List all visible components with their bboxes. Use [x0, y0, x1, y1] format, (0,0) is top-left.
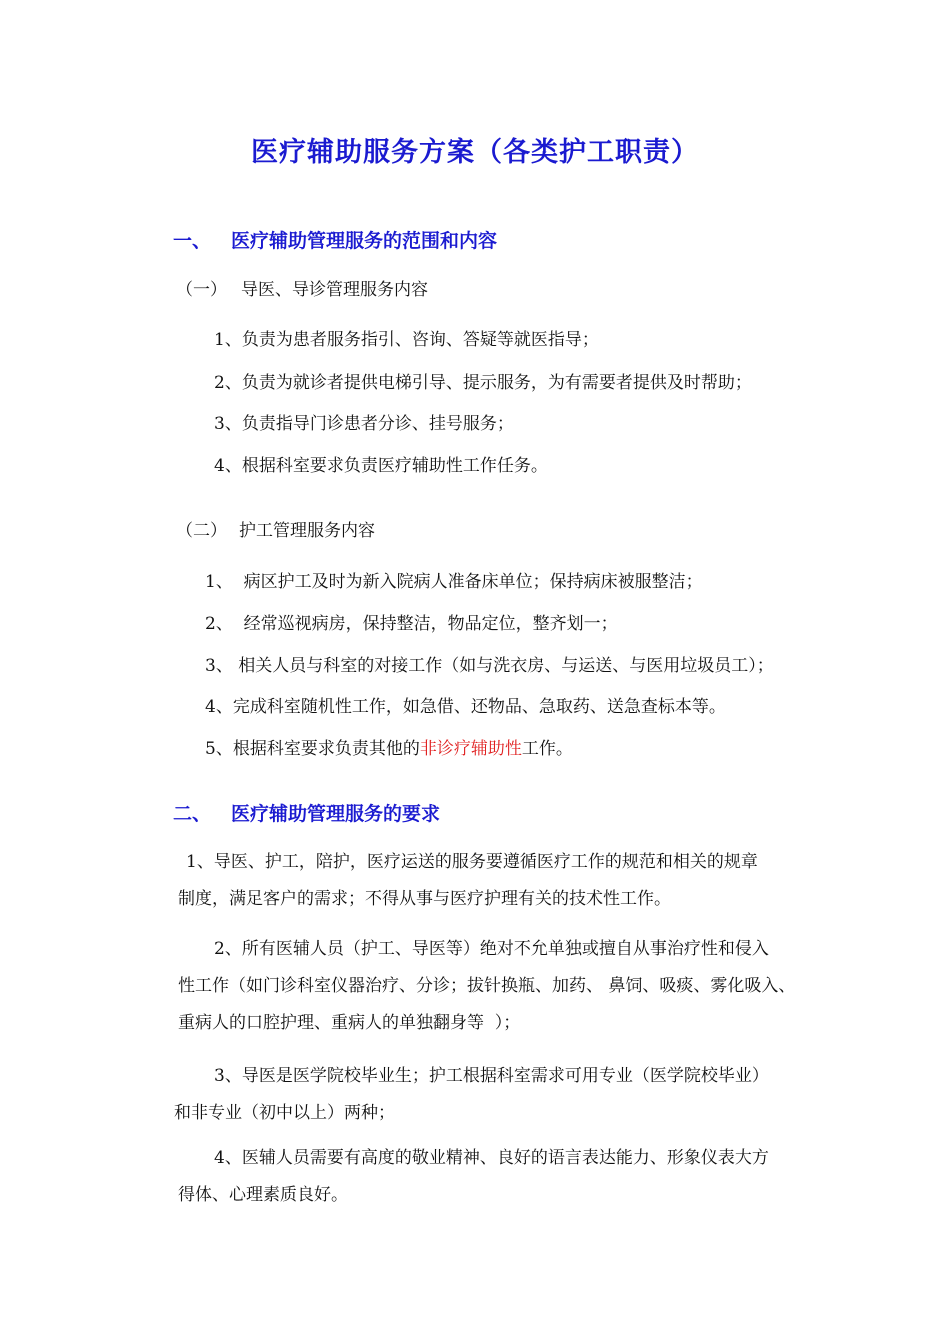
- list-item: 1、 病区护工及时为新入院病人准备床单位；保持病床被服整洁；: [205, 572, 703, 592]
- list-item: 3、 相关人员与科室的对接工作（如与洗衣房、与运送、与医用垃圾员工）；: [205, 656, 774, 676]
- list-item: 4、完成科室随机性工作，如急借、还物品、急取药、送急查标本等。: [205, 697, 726, 717]
- subsection-1-heading: [176, 275, 428, 300]
- paragraph: [174, 1058, 769, 1132]
- list-item: 4、根据科室要求负责医疗辅助性工作任务。: [214, 456, 548, 476]
- paragraph-line: 性工作（如门诊科室仪器治疗、分诊；拔针换瓶、加药、 鼻饲、吸痰、雾化吸入、: [178, 976, 796, 996]
- paragraph: [178, 844, 758, 918]
- section-2-number: 二、: [173, 803, 212, 825]
- list-item: 2、负责为就诊者提供电梯引导、提示服务，为有需要者提供及时帮助；: [214, 373, 752, 393]
- section-2-title: 医疗辅助管理服务的要求: [231, 803, 441, 825]
- highlighted-text: 非诊疗辅助性: [419, 739, 522, 759]
- paragraph-line: 和非专业（初中以上）两种；: [174, 1103, 395, 1123]
- paragraph-line: 制度，满足客户的需求；不得从事与医疗护理有关的技术性工作。: [178, 889, 671, 909]
- subsection-2-title: 护工管理服务内容: [239, 521, 375, 541]
- paragraph: [178, 1140, 769, 1214]
- section-1-title: 医疗辅助管理服务的范围和内容: [231, 230, 498, 252]
- paragraph-line: 2、所有医辅人员（护工、导医等）绝对不允单独或擅自从事治疗性和侵入: [214, 939, 769, 959]
- item-text: 5、根据科室要求负责其他的: [205, 739, 420, 759]
- subsection-2-label: （二）: [176, 521, 227, 541]
- paragraph-line: 重病人的口腔护理、重病人的单独翻身等 ）；: [178, 1013, 521, 1033]
- list-item: 3、负责指导门诊患者分诊、挂号服务；: [214, 414, 514, 434]
- document-title: 医疗辅助服务方案（各类护工职责）: [251, 137, 699, 168]
- list-item: 2、 经常巡视病房，保持整洁，物品定位，整齐划一；: [205, 614, 618, 634]
- section-1-number: 一、: [173, 230, 212, 252]
- section-2-heading: [173, 799, 440, 826]
- paragraph-line: 4、医辅人员需要有高度的敬业精神、良好的语言表达能力、形象仪表大方: [214, 1148, 769, 1168]
- item-text: 工作。: [521, 739, 573, 759]
- paragraph-line: 1、导医、护工，陪护，医疗运送的服务要遵循医疗工作的规范和相关的规章: [186, 852, 758, 872]
- list-item: [205, 734, 573, 759]
- paragraph: [178, 931, 795, 1042]
- list-item: 1、负责为患者服务指引、咨询、答疑等就医指导；: [214, 330, 599, 350]
- subsection-1-label: （一）: [176, 280, 227, 300]
- section-1-heading: [173, 226, 497, 253]
- paragraph-line: 3、导医是医学院校毕业生；护工根据科室需求可用专业（医学院校毕业）: [214, 1066, 769, 1086]
- paragraph-line: 得体、心理素质良好。: [178, 1185, 348, 1205]
- subsection-1-title: 导医、导诊管理服务内容: [241, 280, 428, 300]
- subsection-2-heading: [176, 516, 375, 541]
